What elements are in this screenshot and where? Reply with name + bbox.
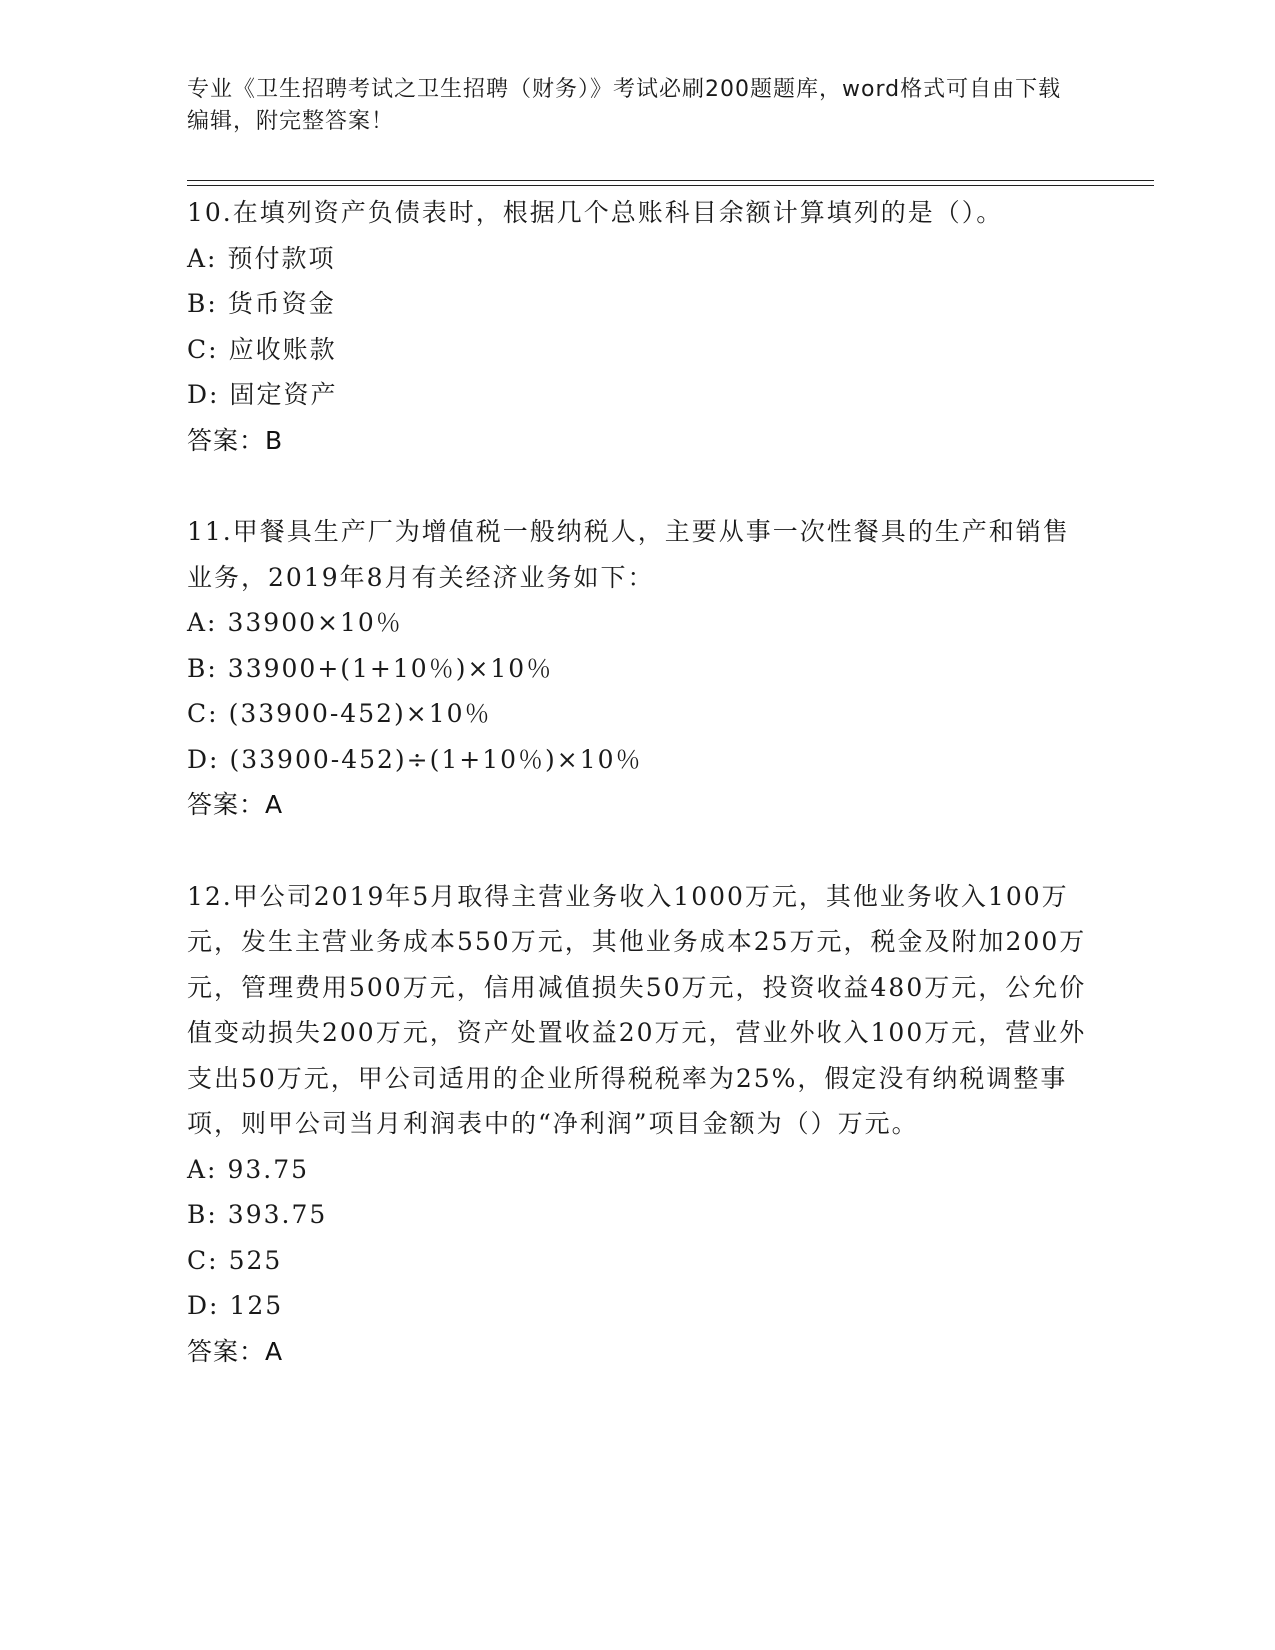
option-text: 应收账款 — [228, 334, 337, 364]
answer-line: 答案：A — [187, 1336, 284, 1366]
option-letter: C: — [187, 699, 219, 728]
option-text: 预付款项 — [227, 243, 336, 273]
option-text: 525 — [228, 1245, 283, 1275]
question-12 — [187, 874, 1087, 1375]
option-a — [187, 236, 1087, 282]
option-letter: D: — [187, 1291, 220, 1320]
option-d — [187, 372, 1087, 418]
option-letter: A: — [187, 243, 218, 273]
option-c — [187, 691, 1087, 737]
option-text: 货币资金 — [227, 289, 336, 318]
option-d — [187, 737, 1087, 783]
option-b — [187, 281, 1087, 327]
option-letter: B: — [187, 653, 218, 683]
option-a — [187, 1147, 1087, 1193]
option-letter: B: — [187, 1200, 218, 1229]
option-letter: A: — [187, 608, 218, 637]
option-a — [187, 600, 1087, 646]
document-header-intro: 专业《卫生招聘考试之卫生招聘（财务）》考试必刷200题题库，word格式可自由下载编辑，附完整答案！ — [187, 77, 1062, 134]
option-text: 393.75 — [227, 1200, 328, 1229]
option-d — [187, 1283, 1087, 1329]
option-c — [187, 327, 1087, 373]
option-text: 33900×10％ — [227, 608, 403, 637]
option-c — [187, 1238, 1087, 1284]
option-text: 固定资产 — [229, 380, 338, 409]
header-divider-top — [187, 180, 1154, 181]
option-text: (33900-452)×10％ — [228, 699, 492, 728]
option-letter: C: — [187, 334, 219, 364]
question-stem: 12.甲公司2019年5月取得主营业务收入1000万元，其他业务收入100万元，发生主营业务成本550万元，其他业务成本25万元，税金及附加200万元，管理费用500万元，信用减值损失50万元，投资收益480万元，公允价值变动损失200万元，资产处置收益20万元，营业外收入100万元，营业外支出50万元，甲公司适用的企业所得税税率为25%，假定没有纳税调整事项，则甲公司当月利润表中的“净利润”项目金额为（）万元。 — [187, 881, 1087, 1138]
question-11 — [187, 509, 1087, 828]
header-divider-bottom — [187, 185, 1154, 186]
option-text: (33900-452)÷(1+10％)×10％ — [229, 744, 643, 774]
option-letter: B: — [187, 289, 218, 318]
question-list — [187, 190, 1087, 1420]
question-stem: 10.在填列资产负债表时，根据几个总账科目余额计算填列的是（）。 — [187, 198, 1004, 227]
option-text: 33900+(1+10％)×10％ — [227, 653, 554, 683]
question-10 — [187, 190, 1087, 463]
option-letter: D: — [187, 744, 220, 774]
option-text: 93.75 — [227, 1154, 310, 1184]
option-text: 125 — [229, 1291, 284, 1320]
option-b — [187, 646, 1087, 692]
option-letter: A: — [187, 1154, 218, 1184]
option-letter: D: — [187, 380, 220, 409]
answer-line: 答案：A — [187, 790, 284, 819]
answer-line: 答案：B — [187, 425, 284, 455]
option-b — [187, 1192, 1087, 1238]
question-stem: 11.甲餐具生产厂为增值税一般纳税人，主要从事一次性餐具的生产和销售业务，2019年8月有关经济业务如下： — [187, 517, 1070, 592]
option-letter: C: — [187, 1245, 219, 1275]
